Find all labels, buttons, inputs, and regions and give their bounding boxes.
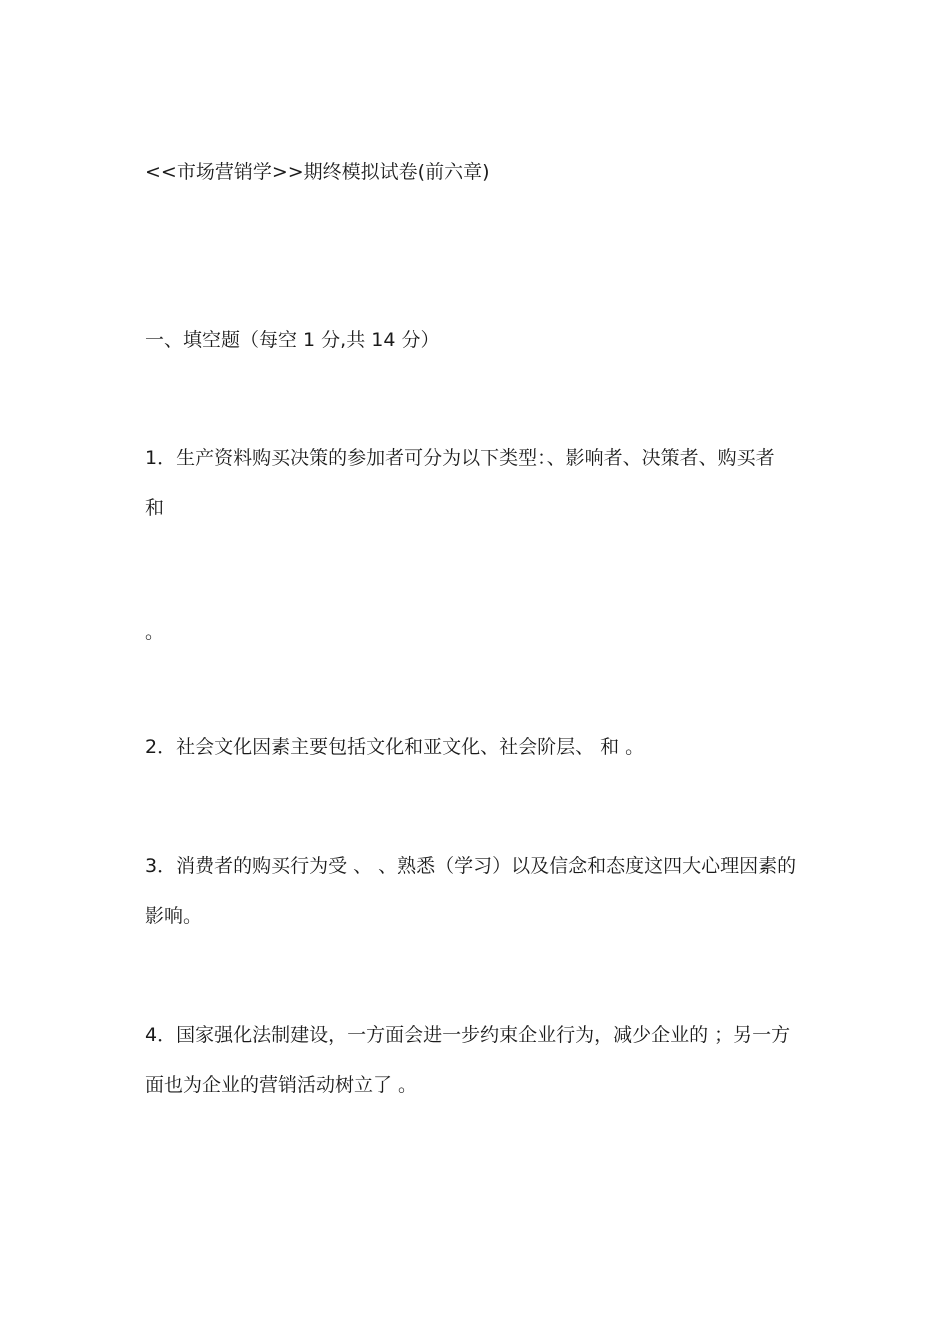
question-1-line-2: 和 — [145, 497, 165, 519]
question-3-line-2: 影响。 — [145, 905, 203, 927]
document-title: <<市场营销学>>期终模拟试卷(前六章) — [145, 161, 490, 183]
question-1-line-1: 1．生产资料购买决策的参加者可分为以下类型：、影响者、决策者、购买者 — [145, 447, 775, 469]
question-3-line-1: 3．消费者的购买行为受 、 、熟悉（学习）以及信念和态度这四大心理因素的 — [145, 855, 797, 877]
question-1-line-3: 。 — [145, 621, 165, 643]
question-2-line-1: 2．社会文化因素主要包括文化和亚文化、社会阶层、 和 。 — [145, 736, 645, 758]
question-4-line-2: 面也为企业的营销活动树立了 。 — [145, 1074, 418, 1096]
section-heading: 一、填空题（每空 1 分,共 14 分） — [145, 329, 440, 351]
question-4-line-1: 4．国家强化法制建设，一方面会进一步约束企业行为，减少企业的 ；另一方 — [145, 1024, 791, 1046]
